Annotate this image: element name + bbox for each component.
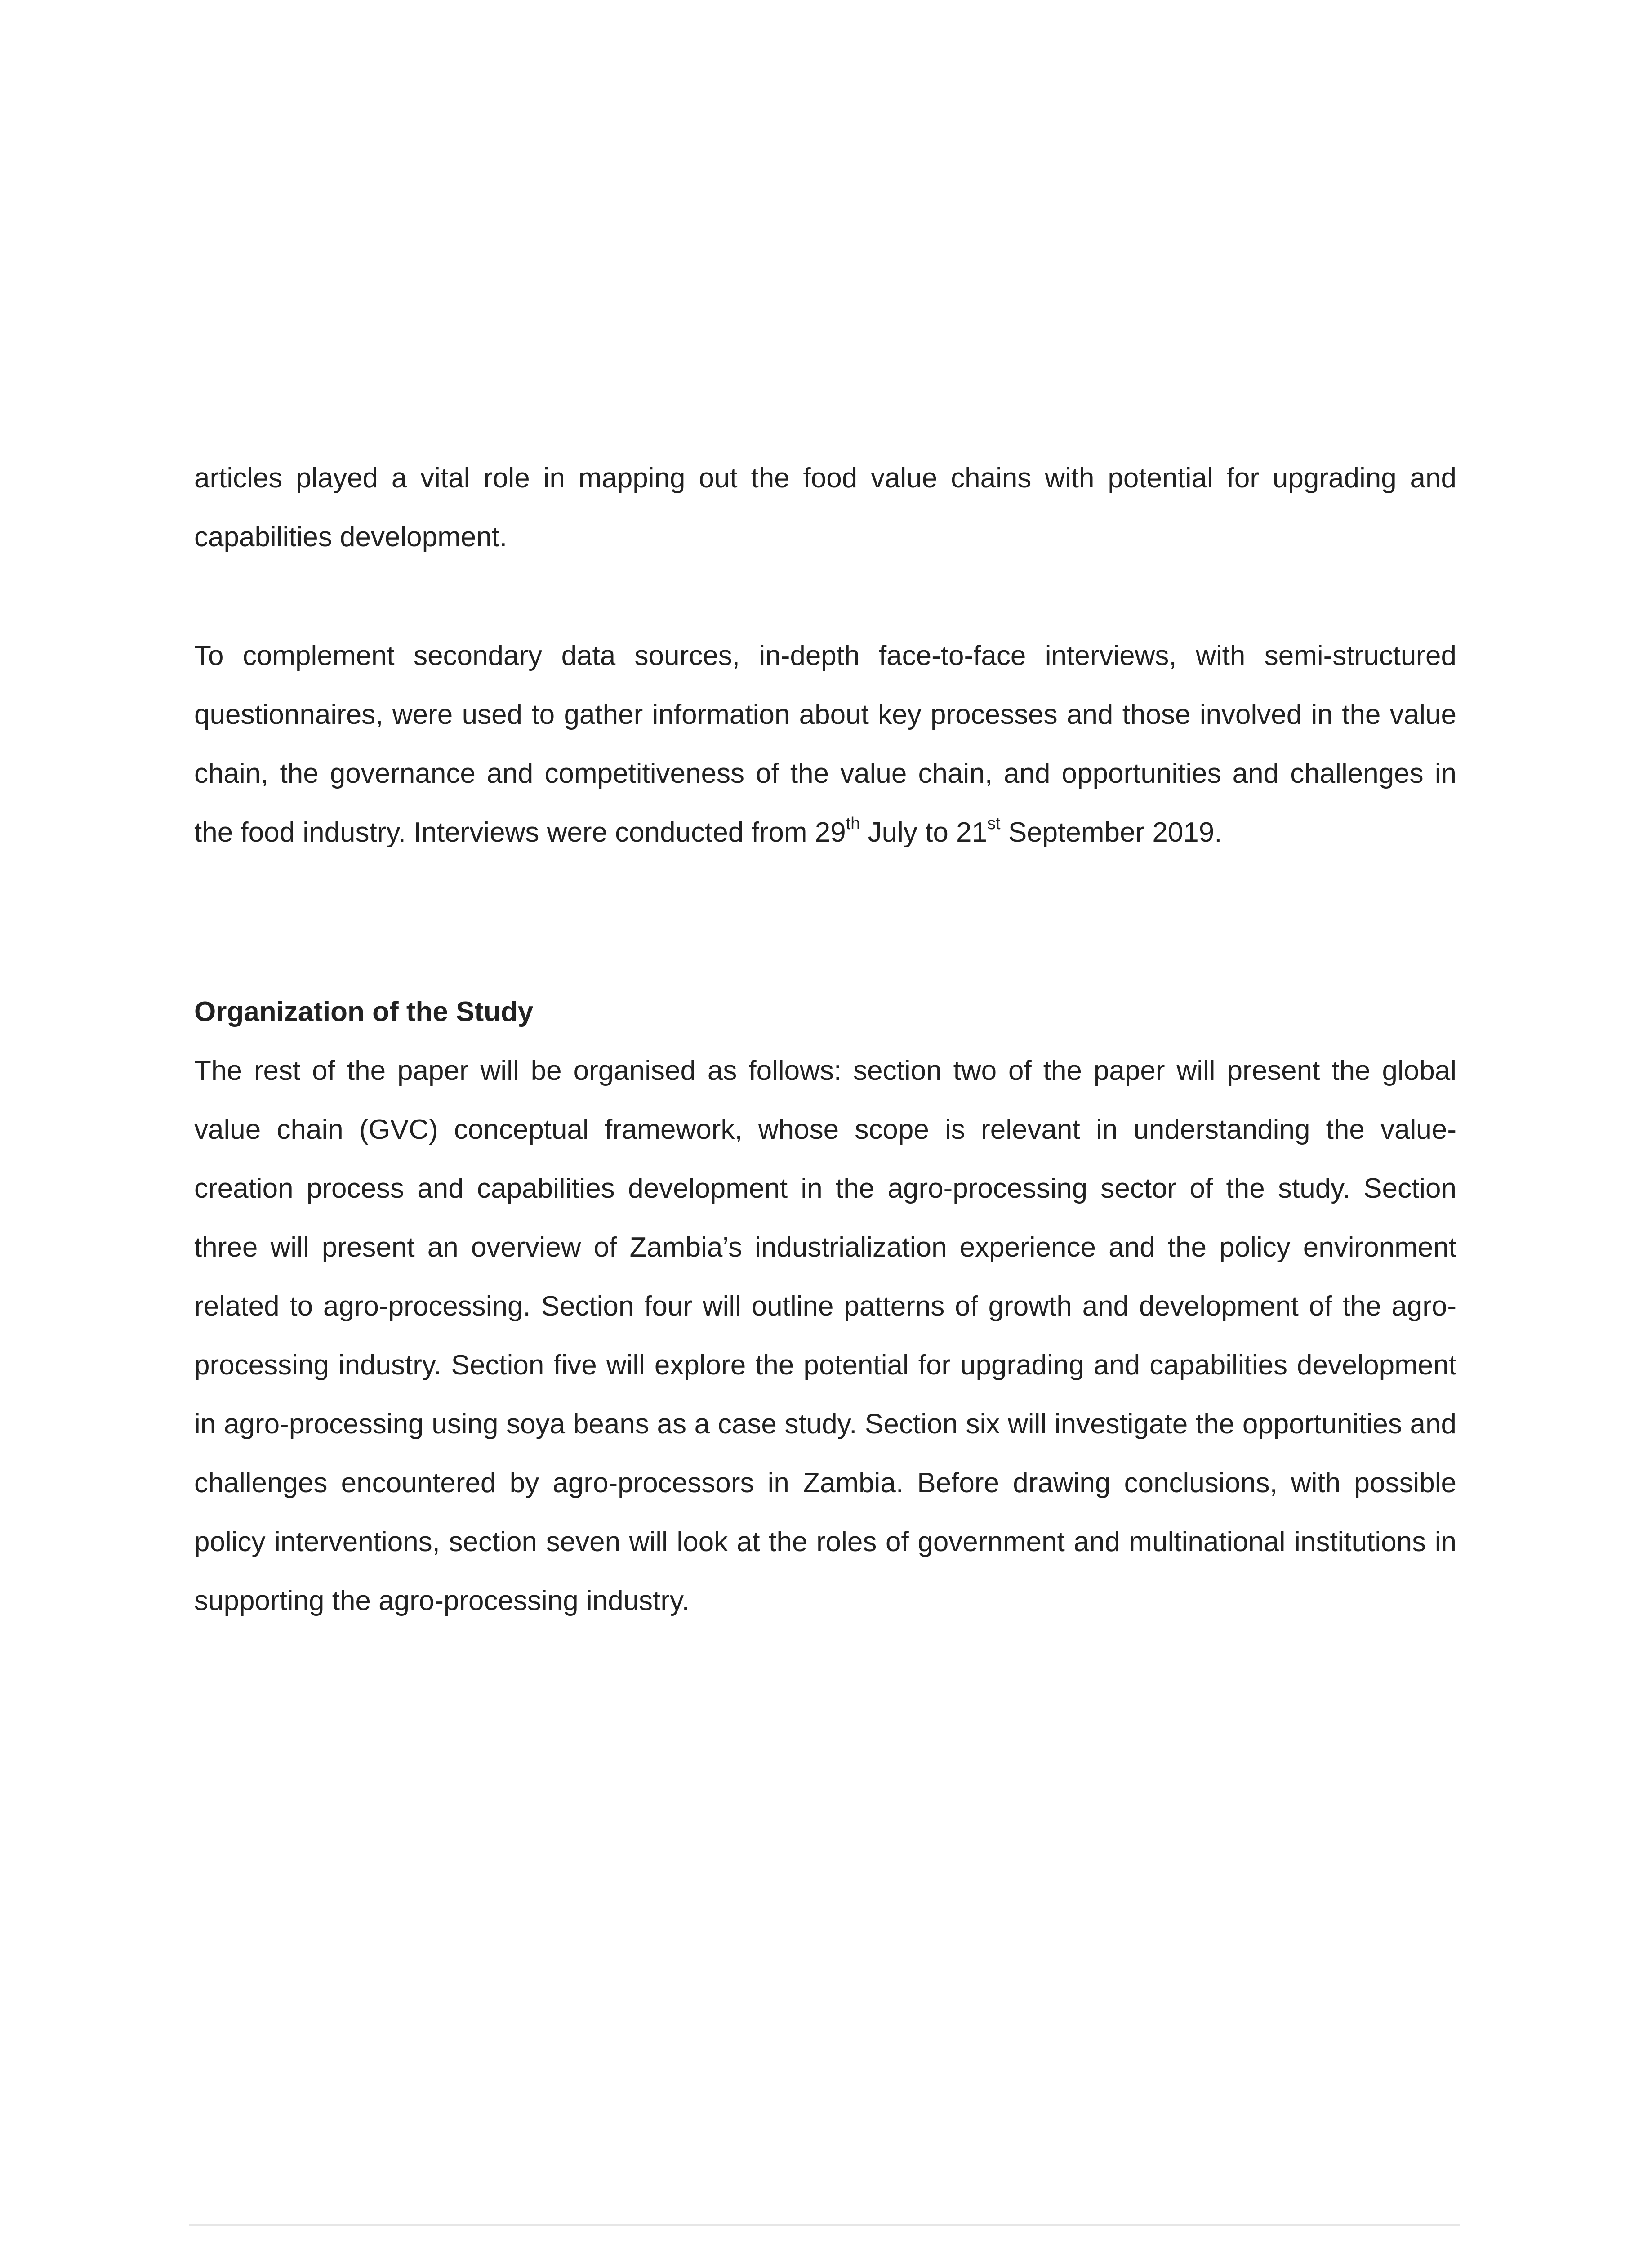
- paragraph-text-start: To complement secondary data sources, in-depth face-to-face interviews, with semi-structured questionnaires, were used to gather information about key processes and those involved in the value chain, the governance and competitiveness of the value chain, and opportunities and challenges in the food industry. Interviews were conducted from 29: [194, 640, 1456, 848]
- paragraph-interviews: [194, 626, 1456, 862]
- superscript-st: st: [987, 814, 1001, 834]
- paragraph-text: The rest of the paper will be organised as follows: section two of the paper will present the global value chain (GVC) conceptual framework, whose scope is relevant in understanding the value-creation process and capabilities development in the agro-processing sector of the study. Section three will present an overview of Zambia’s industrialization experience and the policy environment related to agro-processing. Section four will outline patterns of growth and development of the agro-processing industry. Section five will explore the potential for upgrading and capabilities development in agro-processing using soya beans as a case study. Section six will investigate the opportunities and challenges encountered by agro-processors in Zambia. Before drawing conclusions, with possible policy interventions, section seven will look at the roles of government and multinational institutions in supporting the agro-processing industry.: [194, 1055, 1456, 1616]
- paragraph-text-mid: July to 21: [860, 817, 988, 848]
- footer-divider: [189, 2224, 1460, 2226]
- paragraph-organization: [194, 1041, 1456, 1630]
- superscript-th: th: [846, 814, 860, 834]
- paragraph-text-end: September 2019.: [1000, 817, 1222, 848]
- section-heading: Organization of the Study: [194, 996, 534, 1027]
- paragraph-methodology-end: [194, 449, 1456, 566]
- paragraph-text: articles played a vital role in mapping out the food value chains with potential for upgrading and capabilities development.: [194, 463, 1456, 553]
